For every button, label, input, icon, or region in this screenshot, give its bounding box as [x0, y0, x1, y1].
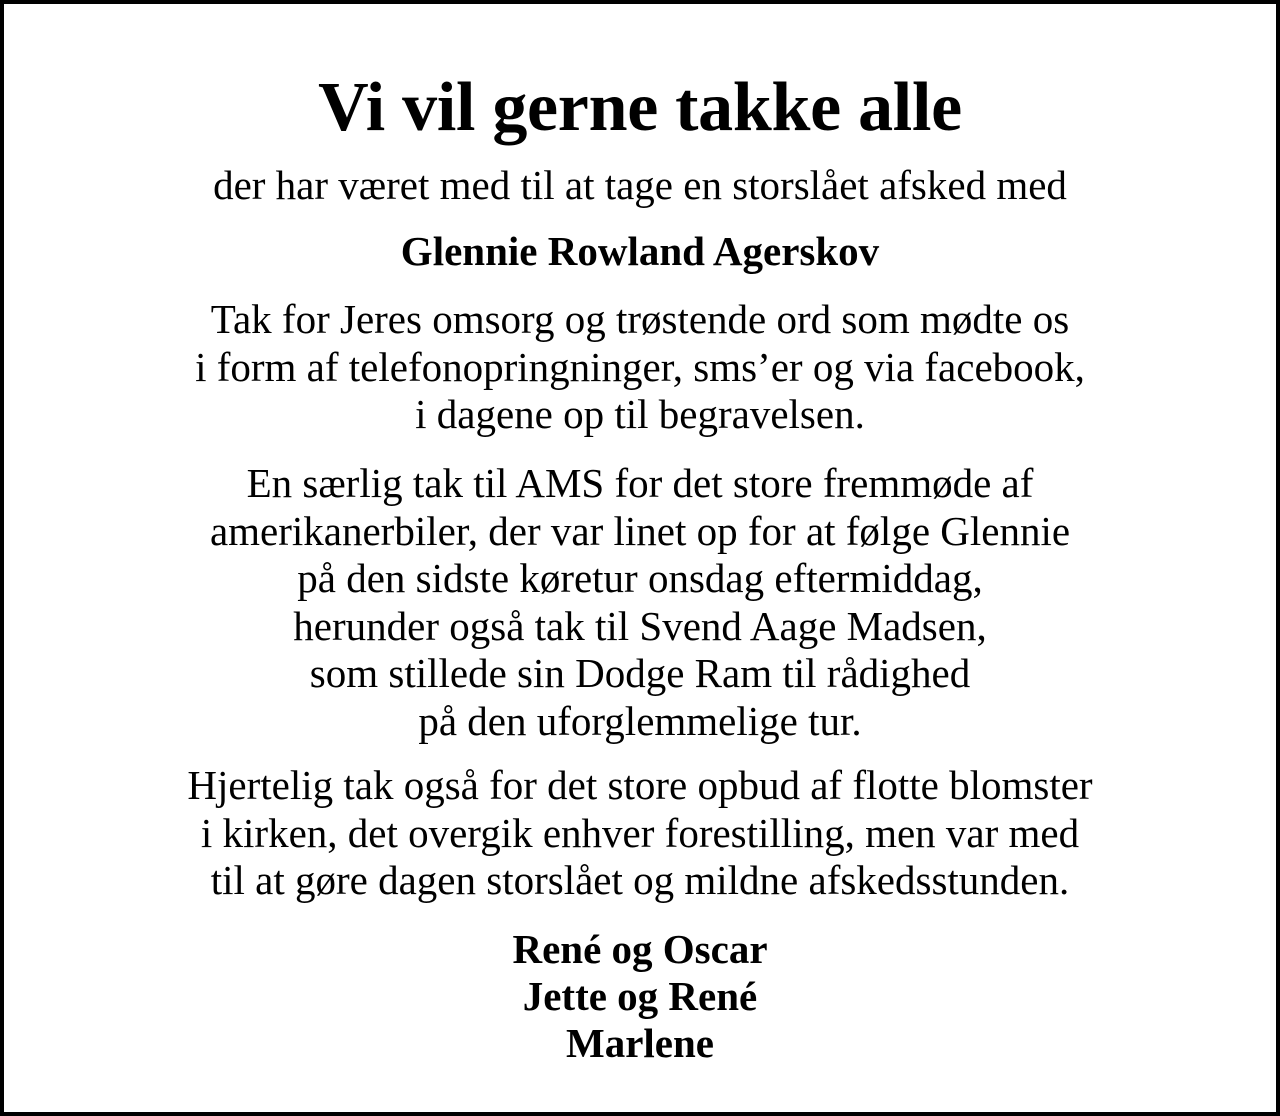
paragraph-line: Tak for Jeres omsorg og trøstende ord som mødte os	[210, 296, 1070, 342]
paragraph-line: i form af telefonopringninger, sms’er og via facebook,	[195, 343, 1085, 390]
subline: der har været med til at tage en storslået afsked med	[213, 162, 1067, 208]
paragraph-thanks-flowers	[4, 762, 1276, 905]
paragraph-thanks-ams	[4, 460, 1276, 745]
paragraph-line: Hjertelig tak også for det store opbud af flotte blomster	[187, 762, 1093, 808]
headline: Vi vil gerne takke alle	[318, 69, 962, 146]
paragraph-line: herunder også tak til Svend Aage Madsen,	[293, 602, 987, 649]
paragraph-line: som stillede sin Dodge Ram til rådighed	[309, 650, 971, 696]
paragraph-line: på den uforglemmelige tur.	[418, 697, 862, 744]
paragraph-line: amerikanerbiler, der var linet op for at følge Glennie	[209, 507, 1071, 554]
deceased-name: Glennie Rowland Agerskov	[400, 228, 880, 274]
paragraph-line: En særlig tak til AMS for det store fremmøde af	[246, 460, 1034, 506]
paragraph-line: i kirken, det overgik enhver forestilling, men var med	[200, 809, 1080, 856]
signature-line: Marlene	[566, 1020, 714, 1066]
signature-line: Jette og René	[522, 973, 758, 1019]
paragraph-line: på den sidste køretur onsdag eftermiddag,	[297, 555, 983, 601]
signatures	[4, 926, 1276, 1067]
signature-line: René og Oscar	[512, 926, 768, 972]
paragraph-line: i dagene op til begravelsen.	[415, 391, 865, 437]
paragraph-thanks-condolences	[4, 296, 1276, 439]
paragraph-line: til at gøre dagen storslået og mildne afskedsstunden.	[210, 857, 1070, 903]
